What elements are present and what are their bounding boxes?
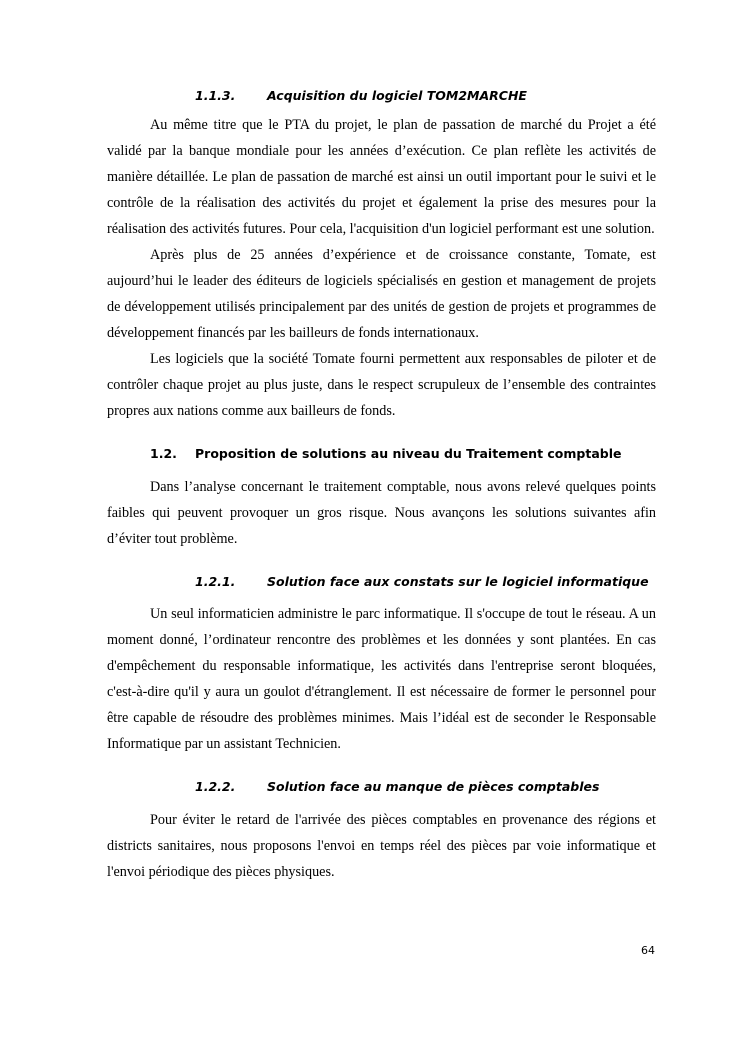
- paragraph: Les logiciels que la société Tomate fourni permettent aux responsables de piloter et de contrôler chaque projet au plus juste, dans le respect scrupuleux de l’ensemble des contraintes propres aux nations comme aux bailleurs de fonds.: [107, 351, 656, 419]
- heading-number: 1.2.1.: [195, 574, 236, 589]
- paragraph: Dans l’analyse concernant le traitement comptable, nous avons relevé quelques points faibles qui peuvent provoquer un gros risque. Nous avançons les solutions suivantes afin d’éviter tout problème.: [107, 479, 656, 547]
- paragraph: Un seul informaticien administre le parc informatique. Il s'occupe de tout le réseau. A un moment donné, l’ordinateur rencontre des problèmes et les données y sont plantées. En cas d'empêchement du responsable informatique, les activités dans l'entreprise seront bloquées, c'est-à-dire qu'il y aura un goulot d'étranglement. Il est nécessaire de former le personnel pour être capable de résoudre des problèmes minimes. Mais l’idéal est de seconder le Responsable Informatique par un assistant Technicien.: [107, 606, 656, 752]
- document-page: [107, 86, 656, 885]
- heading-title: Acquisition du logiciel TOM2MARCHE: [267, 88, 527, 103]
- paragraph: Au même titre que le PTA du projet, le plan de passation de marché du Projet a été validé par la banque mondiale pour les années d’exécution. Ce plan reflète les activités de manière détaillée. Le plan de passation de marché est ainsi un outil important pour le suivi et le contrôle de la réalisation des activités du projet et également la prise des mesures pour la réalisation des activités futures. Pour cela, l'acquisition d'un logiciel performant est une solution.: [107, 117, 656, 237]
- heading-title: Solution face au manque de pièces comptables: [267, 779, 600, 794]
- heading-1-2-1: [107, 572, 656, 592]
- heading-number: 1.1.3.: [195, 88, 236, 103]
- paragraph: Après plus de 25 années d’expérience et de croissance constante, Tomate, est aujourd’hui le leader des éditeurs de logiciels spécialisés en gestion et management de projets de développement utilisés principalement par des unités de gestion de projets et programmes de développement financés par les bailleurs de fonds internationaux.: [107, 247, 656, 341]
- heading-title: Proposition de solutions au niveau du Traitement comptable: [195, 446, 622, 461]
- paragraph: Pour éviter le retard de l'arrivée des pièces comptables en provenance des régions et districts sanitaires, nous proposons l'envoi en temps réel des pièces par voie informatique et l'envoi périodique des pièces physiques.: [107, 812, 656, 880]
- heading-number: 1.2.2.: [195, 779, 236, 794]
- heading-1-2-2: [107, 777, 656, 797]
- heading-title: Solution face aux constats sur le logiciel informatique: [267, 574, 649, 589]
- heading-1-1-3: [107, 86, 656, 106]
- heading-number: 1.2.: [150, 446, 177, 461]
- heading-1-2: [107, 444, 656, 464]
- page-number: 64: [641, 944, 655, 957]
